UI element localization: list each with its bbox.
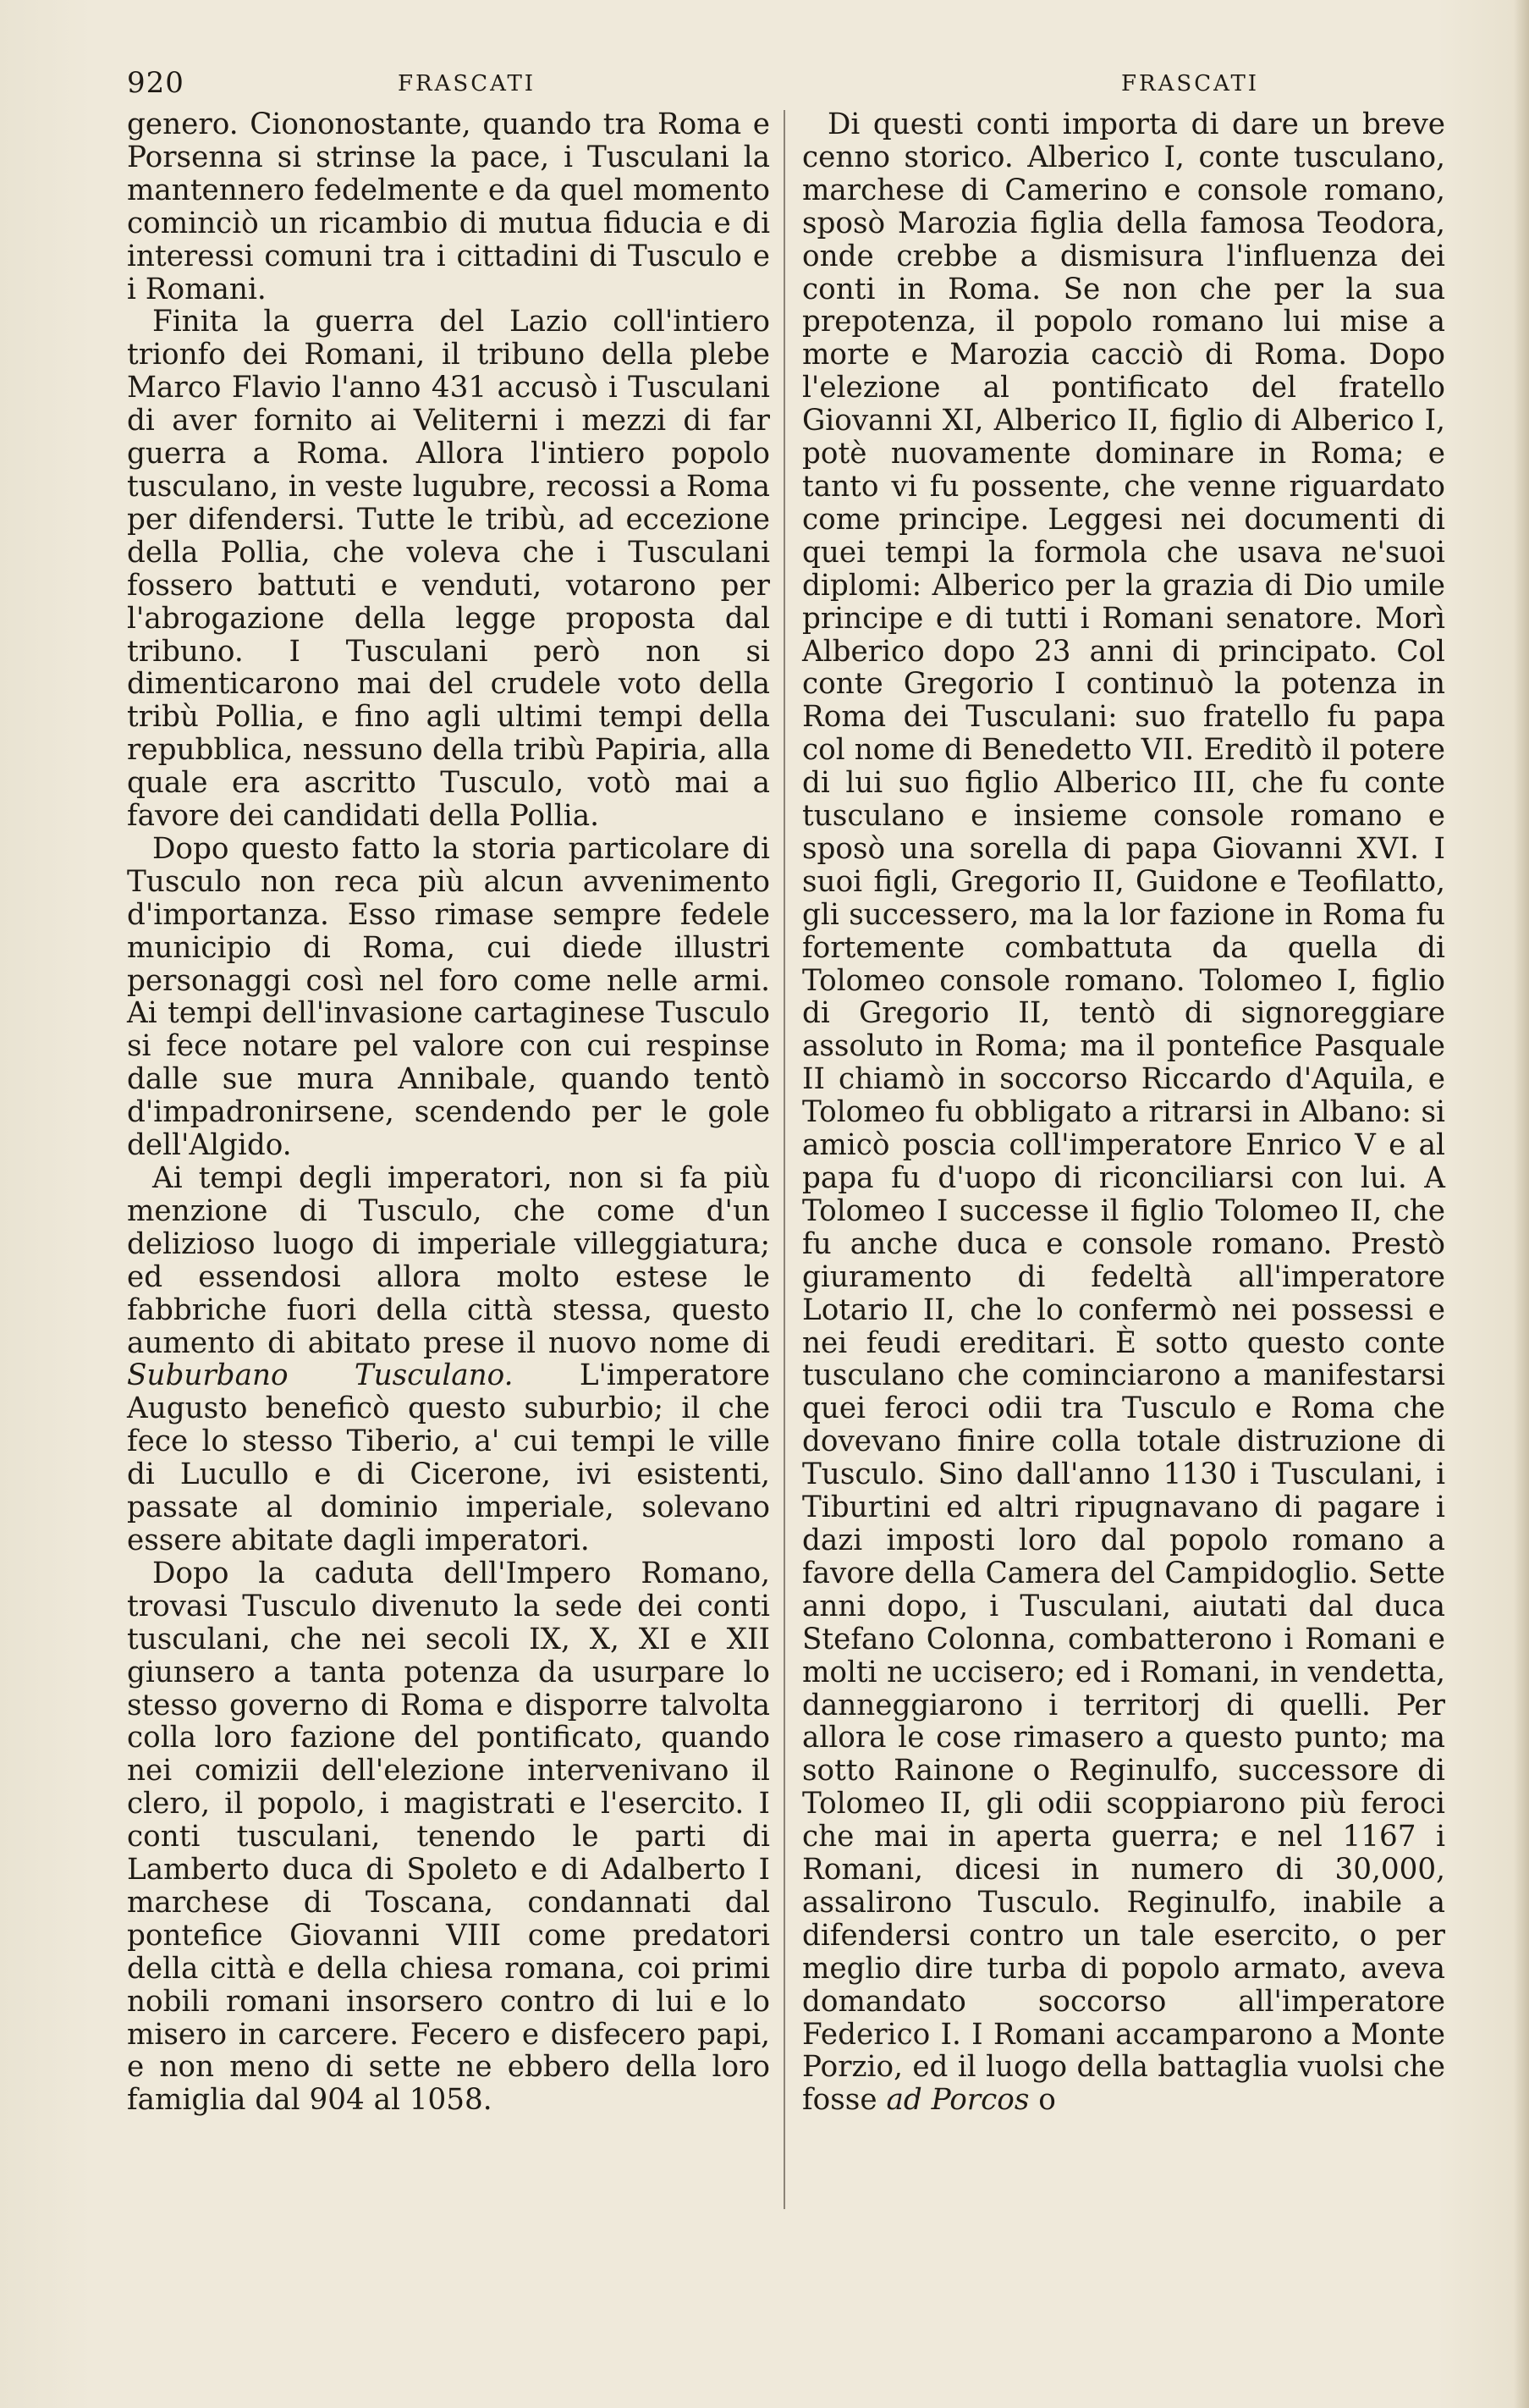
right-column <box>802 108 1445 2117</box>
column-divider <box>784 110 785 2209</box>
page-header <box>118 66 1438 108</box>
running-title-left: FRASCATI <box>398 71 536 96</box>
italic-term: Suburbano Tusculano. <box>127 1358 514 1393</box>
paragraph: Dopo questo fatto la storia particolare di Tusculo non reca più alcun avvenimento d'importanza. Esso rimase sempre fedele municipio di Roma, cui diede illustri personaggi così nel foro come nelle armi. Ai tempi dell'invasione cartaginese Tusculo si fece notare pel valore con cui respinse dalle sue mura Annibale, quando tentò d'impadronirsene, scendendo per le gole dell'Algido. <box>127 831 770 1163</box>
italic-term: ad Porcos <box>886 2083 1030 2118</box>
paragraph <box>127 1162 770 1557</box>
paragraph: Finita la guerra del Lazio coll'intiero trionfo dei Romani, il tribuno della plebe Marco Flavio l'anno 431 accusò i Tusculani di aver fornito ai Veliterni i mezzi di far guerra a Roma. Allora l'intiero popolo tusculano, in veste lugubre, recossi a Roma per difendersi. Tutte le tribù, ad eccezione della Pollia, che voleva che i Tusculani fossero battuti e venduti, votarono per l'abrogazione della legge proposta dal tribuno. I Tusculani però non si dimenticarono mai del crudele voto della tribù Pollia, e fino agli ultimi tempi della repubblica, nessuno della tribù Papiria, alla quale era ascritto Tusculo, votò mai a favore dei candidati della Pollia. <box>127 305 770 834</box>
left-column <box>127 108 770 2117</box>
paragraph-text: o <box>1029 2083 1056 2118</box>
paragraph-text: Ai tempi degli imperatori, non si fa più menzione di Tusculo, che come d'un delizioso luogo di imperiale villeggiatura; ed essendosi allora molto estese le fabbriche fuori della città stessa, questo aumento di abitato prese il nuovo nome di <box>127 1161 770 1360</box>
page-number: 920 <box>127 66 184 100</box>
paragraph: Dopo la caduta dell'Impero Romano, trovasi Tusculo divenuto la sede dei conti tusculani, che nei secoli IX, X, XI e XII giunsero a tanta potenza da usurpare lo stesso governo di Roma e disporre talvolta colla loro fazione del pontificato, quando nei comizii dell'elezione intervenivano il clero, il popolo, i magistrati e l'esercito. I conti tusculani, tenendo le parti di Lamberto duca di Spoleto e di Adalberto I marchese di Toscana, condannati dal pontefice Giovanni VIII come predatori della città e della chiesa romana, coi primi nobili romani insorsero contro di lui e lo misero in carcere. Fecero e disfecero papi, e non meno di sette ne ebbero della loro famiglia dal 904 al 1058. <box>127 1556 770 2118</box>
paragraph: genero. Ciononostante, quando tra Roma e Porsenna si strinse la pace, i Tusculani la mantennero fedelmente e da quel momento cominciò un ricambio di mutua fiducia e di interessi comuni tra i cittadini di Tusculo e i Romani. <box>127 107 770 306</box>
running-title-right: FRASCATI <box>1121 71 1260 96</box>
paragraph-text: Di questi conti importa di dare un breve cenno storico. Alberico I, conte tusculano, marchese di Camerino e console romano, sposò Marozia figlia della famosa Teodora, onde crebbe a dismisura l'influenza dei conti in Roma. Se non che per la sua prepotenza, il popolo romano lui mise a morte e Marozia cacciò di Roma. Dopo l'elezione al pontificato del fratello Giovanni XI, Alberico II, figlio di Alberico I, potè nuovamente dominare in Roma; e tanto vi fu possente, che venne riguardato come principe. Leggesi nei documenti di quei tempi la formola che usava ne'suoi diplomi: Alberico per la grazia di Dio umile principe e di tutti i Romani senatore. Morì Alberico dopo 23 anni di principato. Col conte Gregorio I continuò la potenza in Roma dei Tusculani: suo fratello fu papa col nome di Benedetto VII. Ereditò il potere di lui suo figlio Alberico III, che fu conte tusculano e insieme console romano e sposò una sorella di papa Giovanni XVI. I suoi figli, Gregorio II, Guidone e Teofilatto, gli successero, ma la lor fazione in Roma fu fortemente combattuta da quella di Tolomeo console romano. Tolomeo I, figlio di Gregorio II, tentò di signoreggiare assoluto in Roma; ma il pontefice Pasquale II chiamò in soccorso Riccardo d'Aquila, e Tolomeo fu obbligato a ritrarsi in Albano: si amicò poscia coll'imperatore Enrico V e al papa fu d'uopo di riconciliarsi con lui. A Tolomeo I successe il figlio Tolomeo II, che fu anche duca e console romano. Prestò giuramento di fedeltà all'imperatore Lotario II, che lo confermò nei possessi e nei feudi ereditari. È sotto questo conte tusculano che cominciarono a manifestarsi quei feroci odii tra Tusculo e Roma che dovevano finire colla totale distruzione di Tusculo. Sino dall'anno 1130 i Tusculani, i Tiburtini ed altri ripugnavano di pagare i dazi imposti loro dal popolo romano a favore della Camera del Campidoglio. Sette anni dopo, i Tusculani, aiutati dal duca Stefano Colonna, combatterono i Romani e molti ne uccisero; ed i Romani, in vendetta, danneggiarono i territorj di quelli. Per allora le cose rimasero a questo punto; ma sotto Rainone o Reginulfo, successore di Tolomeo II, gli odii scoppiarono più feroci che mai in aperta guerra; e nel 1167 i Romani, dicesi in numero di 30,000, assalirono Tusculo. Reginulfo, inabile a difendersi contro un tale esercito, o per meglio dire turba di popolo armato, aveva domandato soccorso all'imperatore Federico I. I Romani accamparono a Monte Porzio, ed il luogo della battaglia vuolsi che fosse <box>802 107 1445 2118</box>
paragraph-text: L'imperatore Augusto beneficò questo suburbio; il che fece lo stesso Tiberio, a' cui tempi le ville di Lucullo e di Cicerone, ivi esistenti, passate al dominio imperiale, solevano essere abitate dagli imperatori. <box>127 1358 771 1557</box>
paragraph <box>802 108 1445 2117</box>
page-edge-shadow <box>1514 0 1529 2408</box>
